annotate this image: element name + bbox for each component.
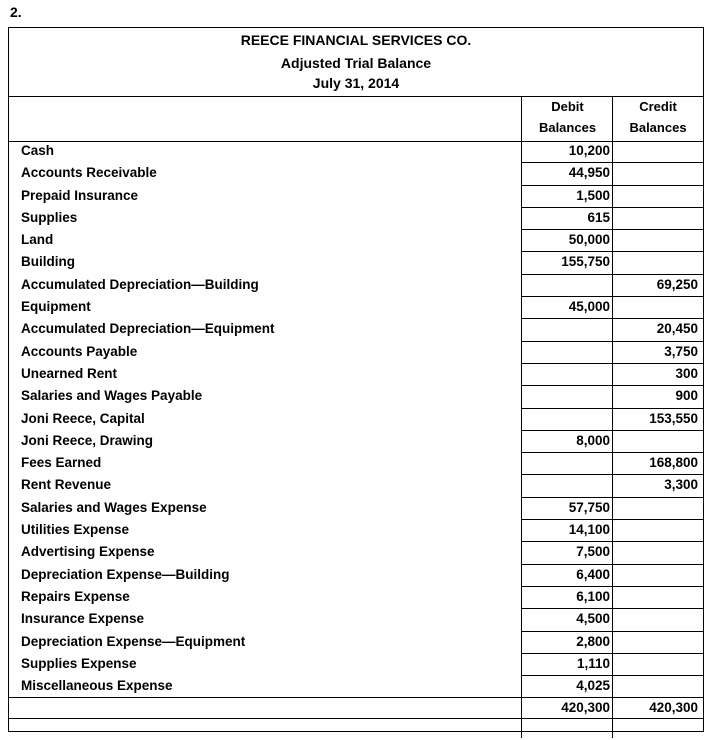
credit-amount: 168,800 (649, 455, 698, 471)
table-row (9, 342, 703, 364)
total-credit: 420,300 (649, 700, 698, 715)
table-row (9, 364, 703, 386)
account-name: Advertising Expense (21, 544, 155, 560)
debit-amount: 10,200 (568, 143, 610, 158)
account-name: Depreciation Expense—Building (21, 566, 230, 582)
account-name: Salaries and Wages Expense (21, 499, 207, 515)
credit-amount: 3,750 (664, 343, 698, 359)
credit-amount: 69,250 (656, 276, 698, 292)
table-row (9, 409, 703, 431)
account-name: Repairs Expense (21, 588, 130, 604)
statement-header (9, 28, 703, 97)
account-name: Building (21, 254, 75, 270)
table-row (9, 520, 703, 542)
table-row (9, 141, 703, 163)
table-row (9, 386, 703, 408)
account-name: Accounts Receivable (21, 165, 157, 181)
table-row (9, 542, 703, 564)
debit-amount: 50,000 (568, 232, 610, 248)
debit-header-line2: Balances (538, 120, 597, 135)
table-row (9, 453, 703, 475)
table-row (9, 565, 703, 587)
total-bottom-rule (9, 718, 703, 719)
account-name: Joni Reece, Capital (21, 410, 145, 426)
debit-amount: 45,000 (568, 299, 610, 315)
account-name: Depreciation Expense—Equipment (21, 633, 246, 649)
debit-amount: 8,000 (576, 432, 610, 448)
debit-amount: 2,800 (576, 633, 610, 649)
table-row (9, 632, 703, 654)
table-row (9, 431, 703, 453)
company-name: REECE FINANCIAL SERVICES CO. (240, 32, 472, 48)
account-name: Joni Reece, Drawing (21, 432, 154, 448)
account-name: Prepaid Insurance (21, 187, 139, 203)
debit-amount: 1,110 (576, 655, 610, 671)
debit-amount: 6,400 (576, 566, 610, 582)
table-row (9, 252, 703, 274)
account-name: Utilities Expense (21, 522, 130, 538)
table-row (9, 230, 703, 252)
table-row (9, 186, 703, 208)
debit-amount: 4,025 (576, 678, 610, 694)
account-name: Accumulated Depreciation—Equipment (21, 321, 275, 337)
debit-amount: 7,500 (576, 544, 610, 560)
table-row (9, 498, 703, 520)
table-row (9, 275, 703, 297)
debit-amount: 6,100 (576, 588, 610, 604)
statement-date: July 31, 2014 (312, 75, 400, 91)
debit-amount: 57,750 (568, 499, 610, 515)
account-rows (9, 141, 703, 698)
account-name: Supplies Expense (21, 655, 137, 671)
debit-header-line1: Debit (551, 99, 584, 114)
account-name: Land (21, 232, 54, 248)
account-name: Supplies (21, 209, 78, 225)
table-row (9, 297, 703, 319)
account-name: Rent Revenue (21, 477, 112, 493)
table-row (9, 609, 703, 631)
credit-header-line2: Balances (629, 120, 687, 135)
account-name: Miscellaneous Expense (21, 678, 173, 694)
table-row (9, 319, 703, 341)
debit-amount: 14,100 (568, 522, 610, 538)
account-name: Equipment (21, 299, 91, 315)
table-row (9, 208, 703, 230)
credit-amount: 20,450 (656, 321, 698, 337)
credit-amount: 153,550 (649, 410, 698, 426)
account-name: Accumulated Depreciation—Building (21, 276, 259, 292)
account-name: Insurance Expense (21, 611, 145, 627)
total-debit: 420,300 (561, 700, 610, 715)
debit-amount: 4,500 (576, 611, 610, 627)
account-name: Unearned Rent (21, 365, 118, 381)
account-name: Fees Earned (21, 455, 102, 471)
totals-row (9, 698, 703, 718)
table-row (9, 163, 703, 185)
problem-number: 2. (10, 4, 22, 20)
table-row (9, 587, 703, 609)
debit-amount: 615 (587, 209, 610, 225)
statement-title: Adjusted Trial Balance (280, 55, 432, 71)
credit-amount: 900 (675, 388, 698, 404)
table-row (9, 676, 703, 698)
trial-balance-sheet (8, 27, 704, 732)
debit-amount: 44,950 (568, 165, 610, 181)
table-row (9, 475, 703, 497)
account-name: Accounts Payable (21, 343, 138, 359)
credit-amount: 300 (675, 365, 698, 381)
credit-header-line1: Credit (639, 99, 677, 114)
debit-amount: 155,750 (561, 254, 610, 270)
debit-amount: 1,500 (576, 187, 610, 203)
account-name: Salaries and Wages Payable (21, 388, 203, 404)
credit-amount: 3,300 (664, 477, 698, 493)
account-name: Cash (21, 143, 55, 158)
table-row (9, 654, 703, 676)
